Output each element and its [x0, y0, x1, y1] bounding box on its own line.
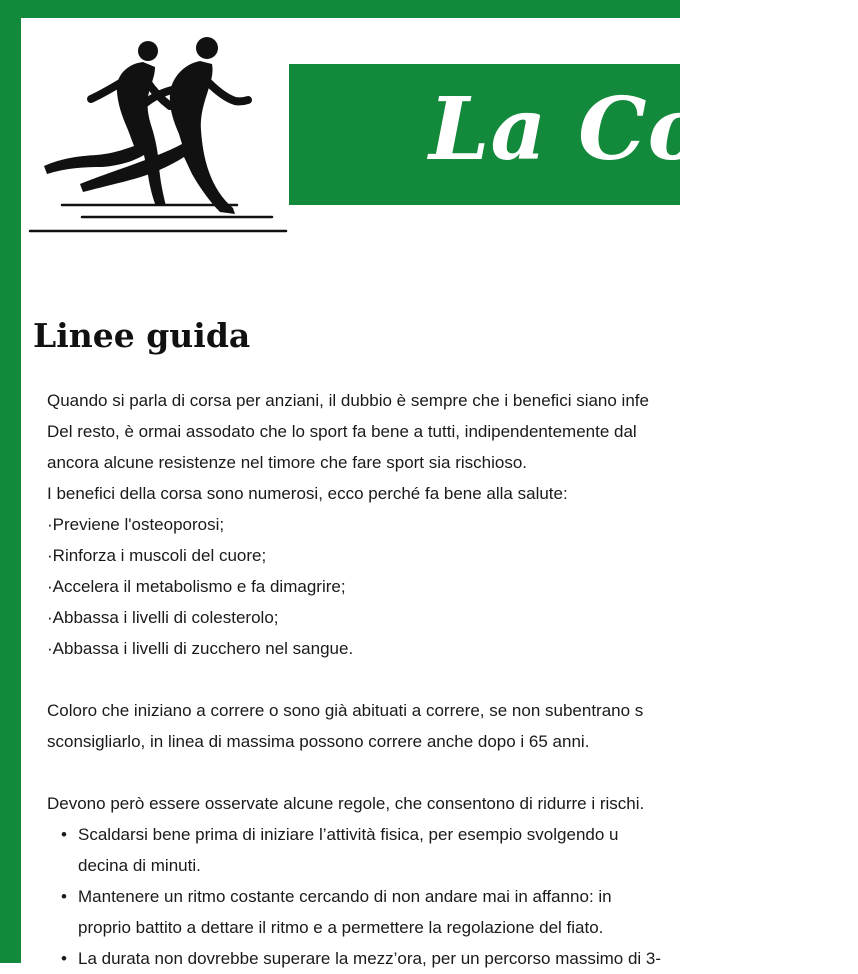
paragraph-line: sconsigliarlo, in linea di massima possono correre anche dopo i 65 anni.	[47, 732, 590, 751]
benefit-item: ·Abbassa i livelli di colesterolo;	[47, 608, 279, 627]
rule-line: • La durata non dovrebbe superare la mezz’ora, per un percorso massimo di 3-	[78, 949, 662, 968]
rule-line: • Mantenere un ritmo costante cercando di non andare mai in affanno: in	[78, 887, 612, 906]
title-banner	[289, 64, 858, 205]
intro-line: Quando si parla di corsa per anziani, il dubbio è sempre che i benefici siano infe	[47, 391, 649, 410]
left-green-border	[0, 0, 21, 963]
intro-line: I benefici della corsa sono numerosi, ecco perché fa bene alla salute:	[47, 484, 568, 503]
paragraph-line: Devono però essere osservate alcune regole, che consentono di ridurre i rischi.	[47, 794, 645, 813]
paragraph-line: Coloro che iniziano a correre o sono già abituati a correre, se non subentrano s	[47, 701, 644, 720]
benefit-item: ·Rinforza i muscoli del cuore;	[47, 546, 267, 565]
benefit-item: ·Previene l'osteoporosi;	[47, 515, 225, 534]
list-item	[47, 943, 680, 974]
section-heading: Linee guida	[33, 316, 251, 355]
rule-line: proprio battito a dettare il ritmo e a permettere la regolazione del fiato.	[78, 918, 604, 937]
rule-line: • Scaldarsi bene prima di iniziare l’attività fisica, per esempio svolgendo u	[78, 825, 619, 844]
list-item	[47, 881, 680, 943]
intro-line: Del resto, è ormai assodato che lo sport fa bene a tutti, indipendentemente dal	[47, 422, 637, 441]
paragraph-gap	[47, 664, 680, 695]
article-body	[47, 385, 680, 968]
page-title: La Corsa	[429, 79, 858, 180]
running-men-silhouette-icon	[22, 34, 292, 239]
list-item	[47, 819, 680, 881]
intro-line: ancora alcune resistenze nel timore che fare sport sia rischioso.	[47, 453, 528, 472]
paragraph-gap	[47, 757, 680, 788]
top-green-border	[0, 0, 680, 18]
benefit-item: ·Accelera il metabolismo e fa dimagrire;	[47, 577, 346, 596]
benefit-item: ·Abbassa i livelli di zucchero nel sangue.	[47, 639, 354, 658]
rule-line: decina di minuti.	[78, 856, 201, 875]
rules-list	[47, 819, 680, 974]
